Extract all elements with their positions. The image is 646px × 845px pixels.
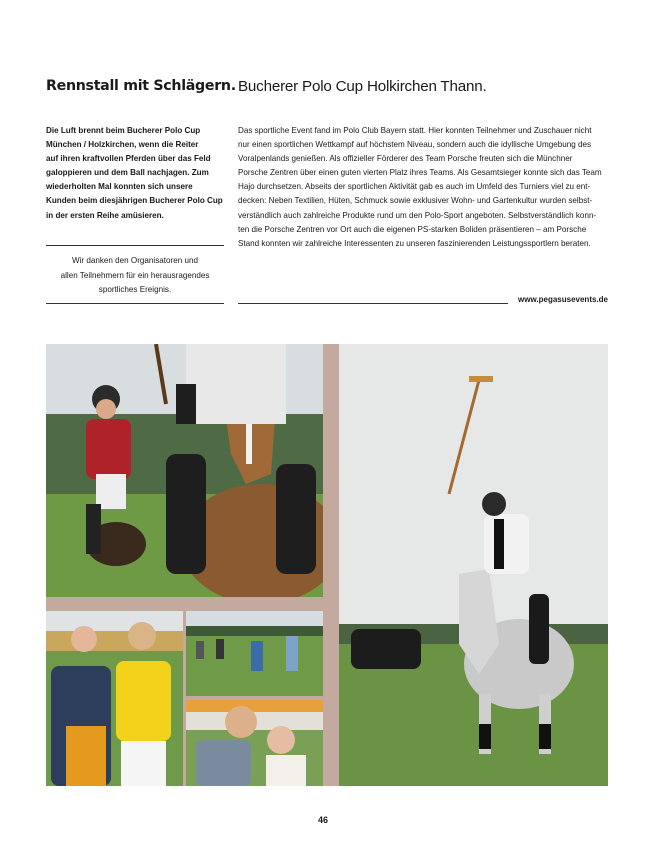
thanks-line: allen Teilnehmern für ein herausragendes [60, 270, 210, 280]
article-line: nur einen sportlichen Wettkampf auf höchstem Niveau, sondern auch die idyllische Umgebung des [238, 140, 592, 150]
thanks-line: sportliches Ereignis. [98, 285, 172, 295]
heading-left: Rennstall mit Schlägern. [46, 78, 236, 94]
photo-field-spectators [186, 611, 323, 696]
photo-polo-horse-closeup [46, 344, 323, 597]
divider-bottom-left [46, 303, 224, 304]
article-line: Hajo durchsetzen. Abseits der sportlichen Aktivität gab es auch im Umfeld des Turniers viel zu ent- [238, 182, 591, 192]
article-line: Porsche Zentren über einen guten vierten Platz ihres Teams. Als Gesamtsieger konnte sich das Team [238, 168, 602, 178]
intro-line: auf ihren kraftvollen Pferden über das Feld [46, 154, 211, 164]
website-link[interactable]: www.pegasusevents.de [518, 295, 608, 304]
divider-right [238, 303, 508, 304]
thanks-text [46, 254, 224, 298]
divider-top-left [46, 245, 224, 246]
intro-line: Kunden beim diesjährigen Bucherer Polo Cup [46, 196, 223, 206]
article-text [238, 124, 610, 251]
intro-line: in der ersten Reihe amüsieren. [46, 210, 164, 220]
article-line: Stand konnten wir zahlreiche Interessenten zu unseren faszinierenden Leistungssportlern beraten. [238, 238, 591, 248]
heading-right: Bucherer Polo Cup Holkirchen Thann. [238, 78, 487, 95]
article-line: decken: Neben Textilien, Hüten, Schmuck sowie exklusiver Wohn- und Gartenkultur wurden selbst- [238, 196, 593, 206]
photo-couple [46, 611, 183, 786]
article-line: verständlich auch zahlreiche Produkte rund um den Polo-Sport angeboten. Selbstverständlich konn- [238, 210, 597, 220]
photo-polo-player [339, 344, 608, 786]
thanks-line: Wir danken den Organisatoren und [72, 256, 198, 265]
article-line: ten die Porsche Zentren vor Ort auch die eigenen PS-starken Boliden präsentieren – am Porsche [238, 224, 587, 234]
intro-text [46, 124, 226, 223]
intro-line: galoppieren und dem Ball nachjagen. Zum [46, 168, 209, 178]
intro-line: wiederholten Mal konnten sich unsere [46, 182, 193, 192]
photo-smiling-couple [186, 700, 323, 786]
article-line: Voralpenlands genießen. Als offizieller Förderer des Team Porsche freuten sich die Münchner [238, 154, 573, 164]
article-line: Das sportliche Event fand im Polo Club Bayern statt. Hier konnten Teilnehmer und Zuschauer nicht [238, 126, 592, 135]
page-number: 46 [317, 815, 328, 825]
intro-line: Die Luft brennt beim Bucherer Polo Cup [46, 126, 201, 135]
intro-line: München / Holzkirchen, wenn die Reiter [46, 140, 199, 150]
